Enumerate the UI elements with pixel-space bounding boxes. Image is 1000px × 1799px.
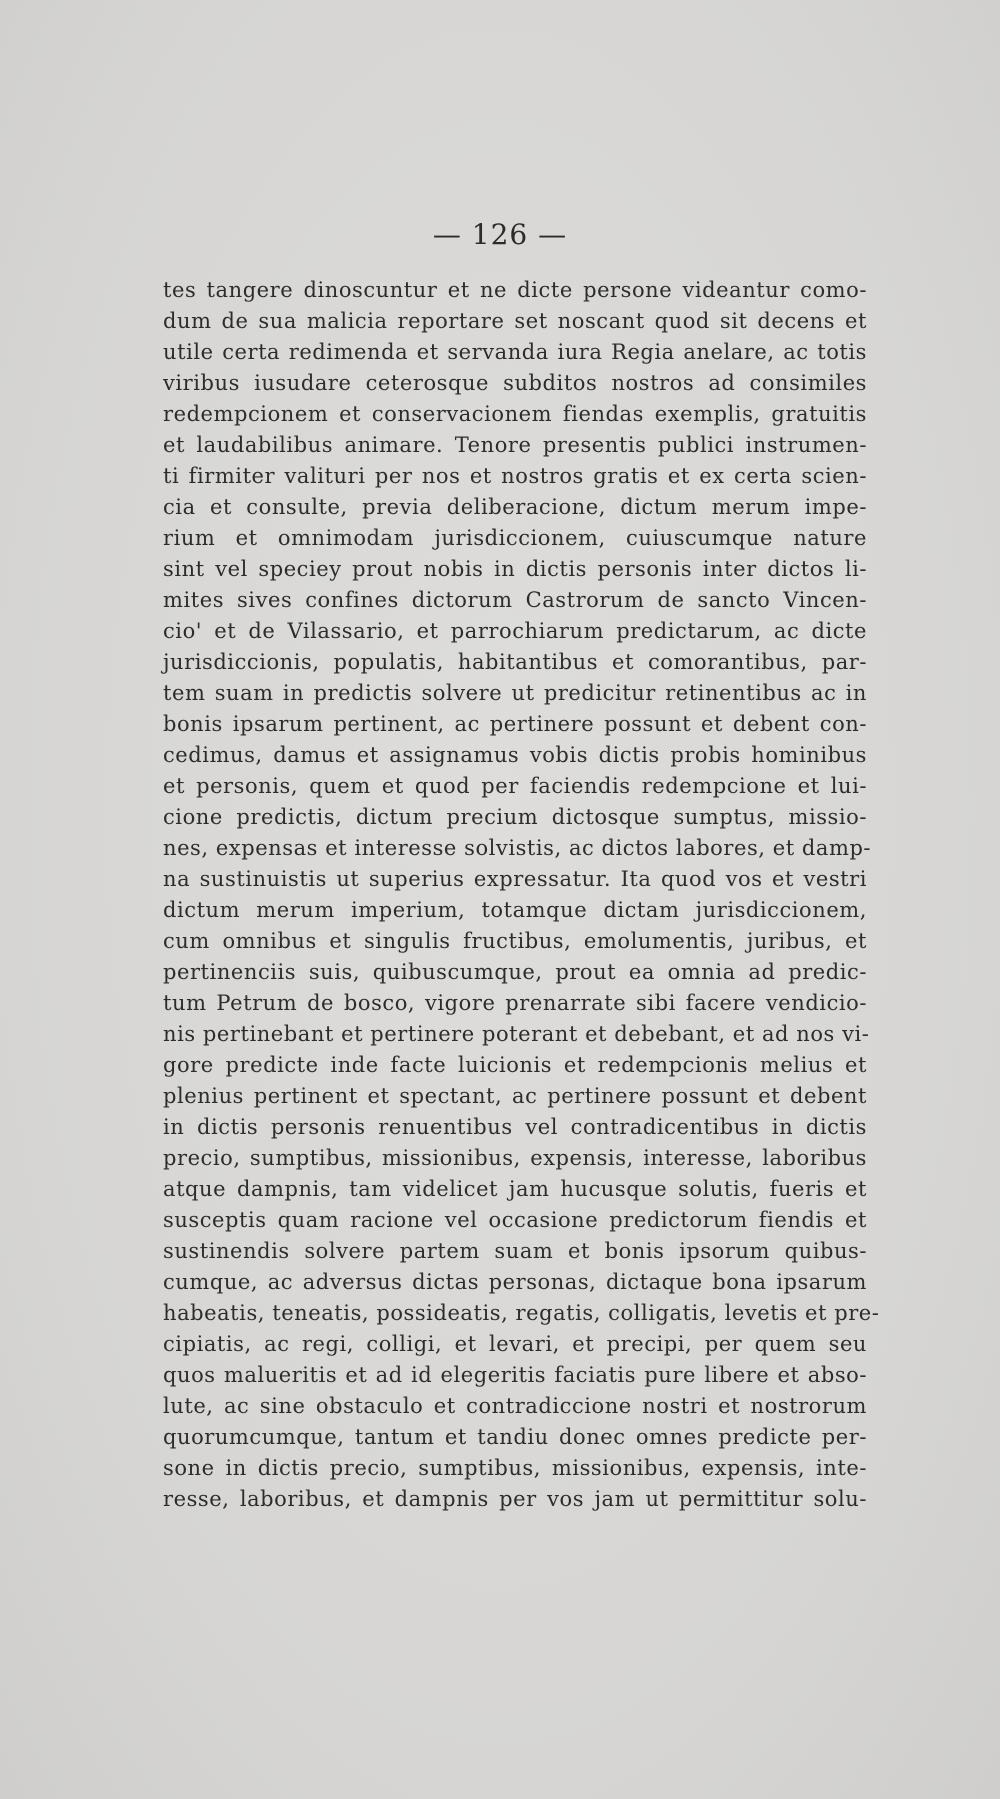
- text-line: quos malueritis et ad id elegeritis faciatis pure libere et abso-: [163, 1363, 867, 1387]
- text-line: cumque, ac adversus dictas personas, dictaque bona ipsarum: [163, 1270, 867, 1294]
- text-line: sustinendis solvere partem suam et bonis ipsorum quibus-: [163, 1239, 867, 1263]
- text-line: et personis, quem et quod per faciendis redempcione et lui-: [163, 774, 867, 798]
- text-line: susceptis quam racione vel occasione predictorum fiendis et: [163, 1208, 867, 1232]
- text-line: quorumcumque, tantum et tandiu donec omnes predicte per-: [163, 1425, 867, 1449]
- text-line: dictum merum imperium, totamque dictam jurisdiccionem,: [163, 898, 867, 922]
- text-line: tem suam in predictis solvere ut predicitur retinentibus ac in: [163, 681, 867, 705]
- text-line: nis pertinebant et pertinere poterant et debebant, et ad nos vi-: [163, 1022, 870, 1046]
- text-line: cedimus, damus et assignamus vobis dictis probis hominibus: [163, 743, 867, 767]
- text-line: jurisdiccionis, populatis, habitantibus et comorantibus, par-: [163, 650, 867, 674]
- text-line: cum omnibus et singulis fructibus, emolumentis, juribus, et: [163, 929, 867, 953]
- text-line: in dictis personis renuentibus vel contradicentibus in dictis: [163, 1115, 867, 1139]
- text-line: ti firmiter valituri per nos et nostros gratis et ex certa scien-: [163, 464, 867, 488]
- text-line: precio, sumptibus, missionibus, expensis, interesse, laboribus: [163, 1146, 867, 1170]
- text-line: utile certa redimenda et servanda iura Regia anelare, ac totis: [163, 340, 867, 364]
- page-number: — 126 —: [432, 218, 568, 251]
- text-line: habeatis, teneatis, possideatis, regatis, colligatis, levetis et pre-: [163, 1301, 880, 1325]
- text-line: redempcionem et conservacionem fiendas exemplis, gratuitis: [163, 402, 867, 426]
- text-line: cipiatis, ac regi, colligi, et levari, et precipi, per quem seu: [163, 1332, 867, 1356]
- text-line: mites sives confines dictorum Castrorum de sancto Vincen-: [163, 588, 867, 612]
- text-line: sone in dictis precio, sumptibus, missionibus, expensis, inte-: [163, 1456, 867, 1480]
- text-line: plenius pertinent et spectant, ac pertinere possunt et debent: [163, 1084, 867, 1108]
- text-line: atque dampnis, tam videlicet jam hucusque solutis, fueris et: [163, 1177, 867, 1201]
- text-line: na sustinuistis ut superius expressatur. Ita quod vos et vestri: [163, 867, 867, 891]
- text-line: bonis ipsarum pertinent, ac pertinere possunt et debent con-: [163, 712, 867, 736]
- text-line: rium et omnimodam jurisdiccionem, cuiuscumque nature: [163, 526, 867, 550]
- text-line: dum de sua malicia reportare set noscant quod sit decens et: [163, 309, 867, 333]
- text-line: nes, expensas et interesse solvistis, ac dictos labores, et damp-: [163, 836, 872, 860]
- body-text: [163, 275, 880, 1515]
- text-line: tes tangere dinoscuntur et ne dicte persone videantur como-: [163, 278, 867, 302]
- text-line: lute, ac sine obstaculo et contradiccione nostri et nostrorum: [163, 1394, 867, 1418]
- text-line: gore predicte inde facte luicionis et redempcionis melius et: [163, 1053, 867, 1077]
- text-line: tum Petrum de bosco, vigore prenarrate sibi facere vendicio-: [163, 991, 867, 1015]
- text-line: cio' et de Vilassario, et parrochiarum predictarum, ac dicte: [163, 619, 867, 643]
- text-line: et laudabilibus animare. Tenore presentis publici instrumen-: [163, 433, 867, 457]
- text-line: pertinenciis suis, quibuscumque, prout ea omnia ad predic-: [163, 960, 867, 984]
- text-line: cia et consulte, previa deliberacione, dictum merum impe-: [163, 495, 867, 519]
- text-line: sint vel speciey prout nobis in dictis personis inter dictos li-: [163, 557, 867, 581]
- text-line: viribus iusudare ceterosque subditos nostros ad consimiles: [163, 371, 867, 395]
- text-line: resse, laboribus, et dampnis per vos jam ut permittitur solu-: [163, 1487, 867, 1511]
- text-line: cione predictis, dictum precium dictosque sumptus, missio-: [163, 805, 867, 829]
